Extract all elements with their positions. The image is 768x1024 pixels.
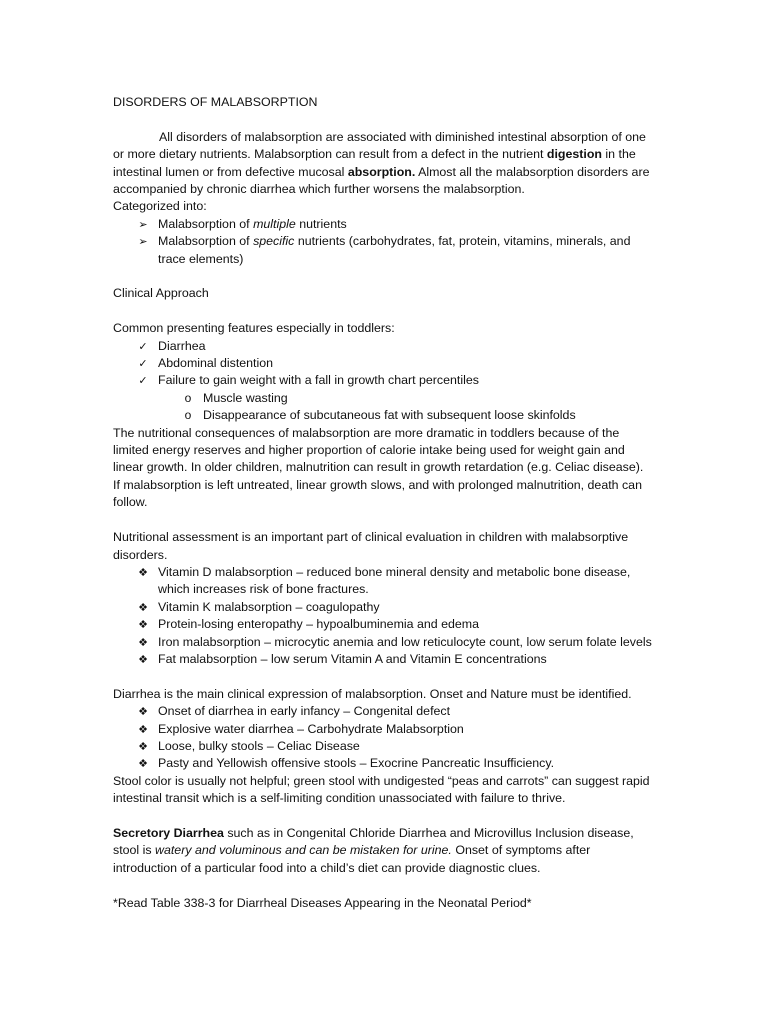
subfeatures-list [113,390,653,425]
list-item: ❖ Explosive water diarrhea – Carbohydrate Malabsorption [113,721,653,738]
diamond-bullet-icon: ❖ [138,565,148,579]
features-intro: Common presenting features especially in toddlers: [113,321,395,336]
diamond-bullet-icon: ❖ [138,705,148,719]
list-item: ❖ Pasty and Yellowish offensive stools – Exocrine Pancreatic Insufficiency. [113,755,653,772]
diamond-bullet-icon: ❖ [138,739,148,753]
arrow-bullet-icon: ➢ [138,217,148,231]
consequences-paragraph: The nutritional consequences of malabsorption are more dramatic in toddlers because of the limited energy reserves and higher proportion of calorie intake being used for weight gain and linear growth. In older children, malnutrition can result in growth retardation (e.g. Celiac disease). If malabsorption is left untreated, linear growth slows, and with prolonged malnutrition, death can follow. [113,425,644,510]
list-item: ➢ Malabsorption of multiple nutrients [113,216,653,233]
features-list [113,338,653,390]
list-item: ❖ Protein-losing enteropathy – hypoalbuminemia and edema [113,616,653,633]
circle-bullet-icon: o [184,390,192,405]
section-heading: Clinical Approach [113,286,209,301]
list-item: ❖ Fat malabsorption – low serum Vitamin A and Vitamin E concentrations [113,651,653,668]
document-body [113,94,653,912]
diamond-bullet-icon: ❖ [138,722,148,736]
list-item: ❖ Iron malabsorption – microcytic anemia and low reticulocyte count, low serum folate levels [113,634,653,651]
list-item: ❖ Onset of diarrhea in early infancy – Congenital defect [113,703,653,720]
list-item: ❖ Loose, bulky stools – Celiac Disease [113,738,653,755]
diarrhea-list [113,703,653,773]
secretory-paragraph: Secretory Diarrhea such as in Congenital Chloride Diarrhea and Microvillus Inclusion disease, stool is watery and voluminous and can be mistaken for urine. Onset of symptoms after introduction of a particular food into a child’s diet can provide diagnostic clues. [113,825,634,875]
diarrhea-intro: Diarrhea is the main clinical expression of malabsorption. Onset and Nature must be identified. [113,686,632,701]
categorized-label: Categorized into: [113,199,207,214]
category-list [113,216,653,268]
diamond-bullet-icon: ❖ [138,757,148,771]
check-bullet-icon: ✓ [138,374,148,388]
diamond-bullet-icon: ❖ [138,600,148,614]
footnote: *Read Table 338-3 for Diarrheal Diseases Appearing in the Neonatal Period* [113,895,532,910]
list-item: ❖ Vitamin K malabsorption – coagulopathy [113,599,653,616]
check-bullet-icon: ✓ [138,339,148,353]
assessment-paragraph: Nutritional assessment is an important part of clinical evaluation in children with malabsorptive disorders. [113,530,629,562]
stool-color-paragraph: Stool color is usually not helpful; green stool with undigested “peas and carrots” can suggest rapid intestinal transit which is a self-limiting condition unassociated with failure to thrive. [113,773,650,806]
list-item: ✓ Failure to gain weight with a fall in growth chart percentiles [113,372,653,389]
check-bullet-icon: ✓ [138,357,148,371]
list-item: ❖ Vitamin D malabsorption – reduced bone mineral density and metabolic bone disease, which increases risk of bone fractures. [113,564,653,599]
diamond-bullet-icon: ❖ [138,618,148,632]
circle-bullet-icon: o [184,408,192,423]
diamond-bullet-icon: ❖ [138,635,148,649]
list-item: ✓ Abdominal distention [113,355,653,372]
assessment-list [113,564,653,668]
page-title: DISORDERS OF MALABSORPTION [113,95,318,109]
arrow-bullet-icon: ➢ [138,235,148,249]
list-item: o Disappearance of subcutaneous fat with subsequent loose skinfolds [113,407,653,424]
list-item: ➢ Malabsorption of specific nutrients (carbohydrates, fat, protein, vitamins, minerals, and trace elements) [113,233,653,268]
list-item: o Muscle wasting [113,390,653,407]
intro-paragraph: All disorders of malabsorption are associated with diminished intestinal absorption of one or more dietary nutrients. Malabsorption can result from a defect in the nutrient digestion in the intestinal lumen or from defective mucosal absorption. Almost all the malabsorption disorders are accompanied by chronic diarrhea which further worsens the malabsorption. [113,129,650,197]
list-item: ✓ Diarrhea [113,338,653,355]
diamond-bullet-icon: ❖ [138,652,148,666]
